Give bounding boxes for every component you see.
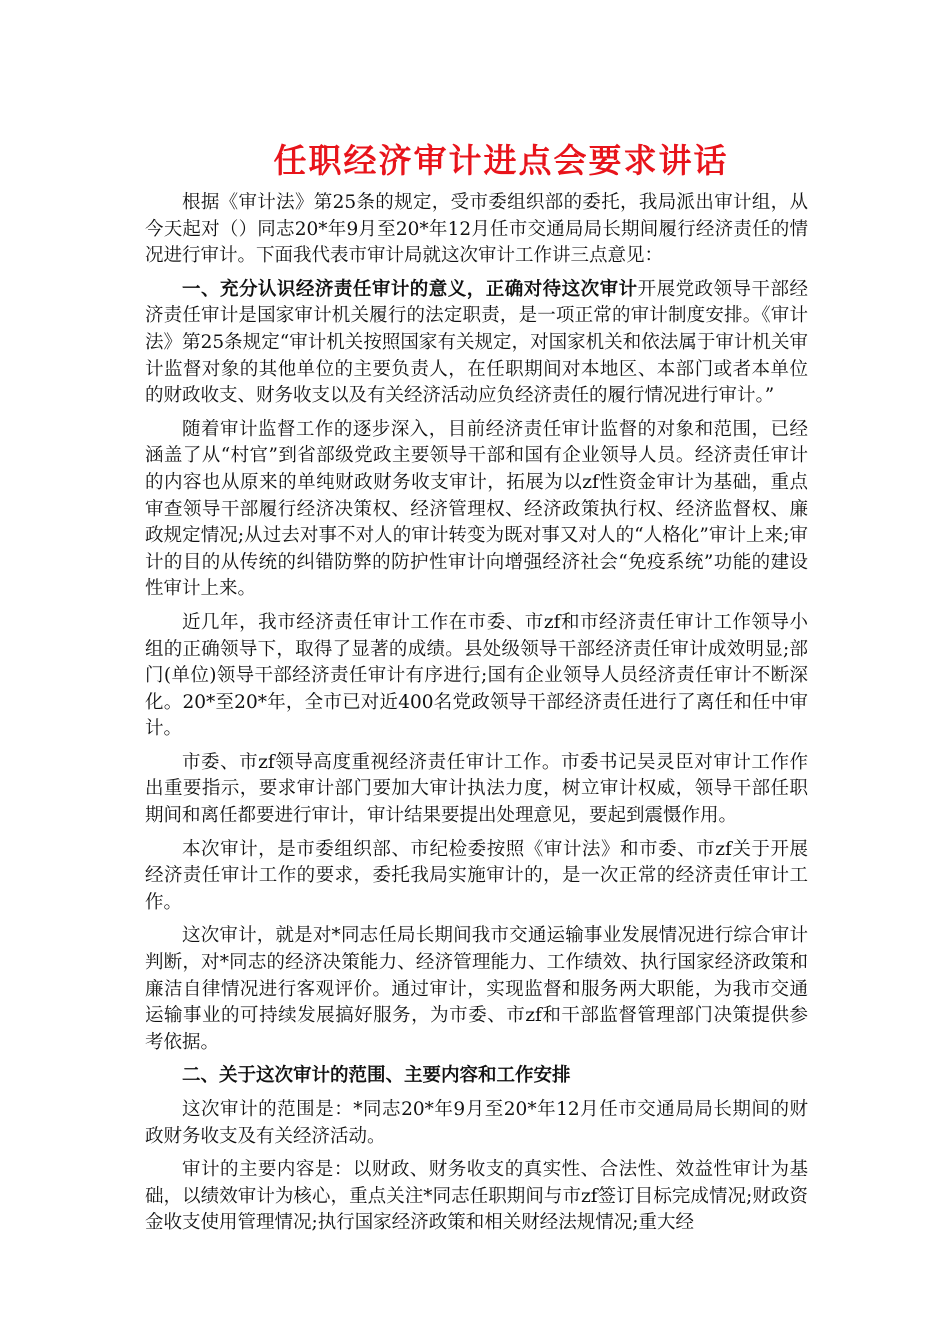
paragraph-audit-content: 审计的主要内容是：以财政、财务收支的真实性、合法性、效益性审计为基础，以绩效审计为核心，重点关注*同志任职期间与市zf签订目标完成情况;财政资金收支使用管理情况;执行国家经济政策和相关财经法规情况;重大经 [145, 1159, 808, 1234]
document-body [145, 190, 808, 1244]
section-heading-one: 一、充分认识经济责任审计的意义，正确对待这次审计 [182, 278, 638, 300]
section-heading-two: 二、关于这次审计的范围、主要内容和工作安排 [182, 1065, 571, 1087]
paragraph-section-one [145, 277, 808, 410]
paragraph-recent-years: 近几年，我市经济责任审计工作在市委、市zf和市经济责任审计工作领导小组的正确领导下，取得了显著的成绩。县处级领导干部经济责任审计成效明显;部门(单位)领导干部经济责任审计有序进行;国有企业领导人员经济责任审计不断深化。20*至20*年，全市已对近400名党政领导干部经济责任进行了离任和任中审计。 [145, 611, 808, 740]
document-title: 任职经济审计进点会要求讲话 [273, 141, 729, 180]
paragraph-audit-purpose: 这次审计，就是对*同志任局长期间我市交通运输事业发展情况进行综合审计判断，对*同志的经济决策能力、经济管理能力、工作绩效、执行国家经济政策和廉洁自律情况进行客观评价。通过审计，实现监督和服务两大职能，为我市交通运输事业的可持续发展搞好服务，为市委、市zf和干部监督管理部门决策提供参考依据。 [145, 925, 808, 1053]
section-one-text: 开展党政领导干部经济责任审计是国家审计机关履行的法定职责，是一项正常的审计制度安排。《审计法》第25条规定“审计机关按照国家有关规定，对国家机关和依法属于审计机关审计监督对象的其他单位的主要负责人，在任职期间对本地区、本部门或者本单位的财政收支、财务收支以及有关经济活动应负经济责任的履行情况进行审计。” [145, 278, 808, 407]
paragraph-leadership: 市委、市zf领导高度重视经济责任审计工作。市委书记吴灵臣对审计工作作出重要指示，要求审计部门要加大审计执法力度，树立审计权威，领导干部任职期间和离任都要进行审计，审计结果要提出处理意见，要起到震慑作用。 [145, 751, 808, 827]
paragraph-scope-expansion: 随着审计监督工作的逐步深入，目前经济责任审计监督的对象和范围，已经涵盖了从“村官”到省部级党政主要领导干部和国有企业领导人员。经济责任审计的内容也从原来的单纯财政财务收支审计，拓展为以zf性资金审计为基础，重点审查领导干部履行经济决策权、经济管理权、经济政策执行权、经济监督权、廉政规定情况;从过去对事不对人的审计转变为既对事又对人的“人格化”审计上来;审计的目的从传统的纠错防弊的防护性审计向增强经济社会“免疫系统”功能的建设性审计上来。 [145, 418, 808, 600]
paragraph-intro: 根据《审计法》第25条的规定，受市委组织部的委托，我局派出审计组，从今天起对（）同志20*年9月至20*年12月任市交通局局长期间履行经济责任的情况进行审计。下面我代表市审计局就这次审计工作讲三点意见： [145, 192, 808, 267]
paragraph-this-audit: 本次审计，是市委组织部、市纪检委按照《审计法》和市委、市zf关于开展经济责任审计工作的要求，委托我局实施审计的，是一次正常的经济责任审计工作。 [145, 838, 808, 913]
paragraph-audit-scope: 这次审计的范围是：*同志20*年9月至20*年12月任市交通局局长期间的财政财务收支及有关经济活动。 [145, 1099, 808, 1147]
